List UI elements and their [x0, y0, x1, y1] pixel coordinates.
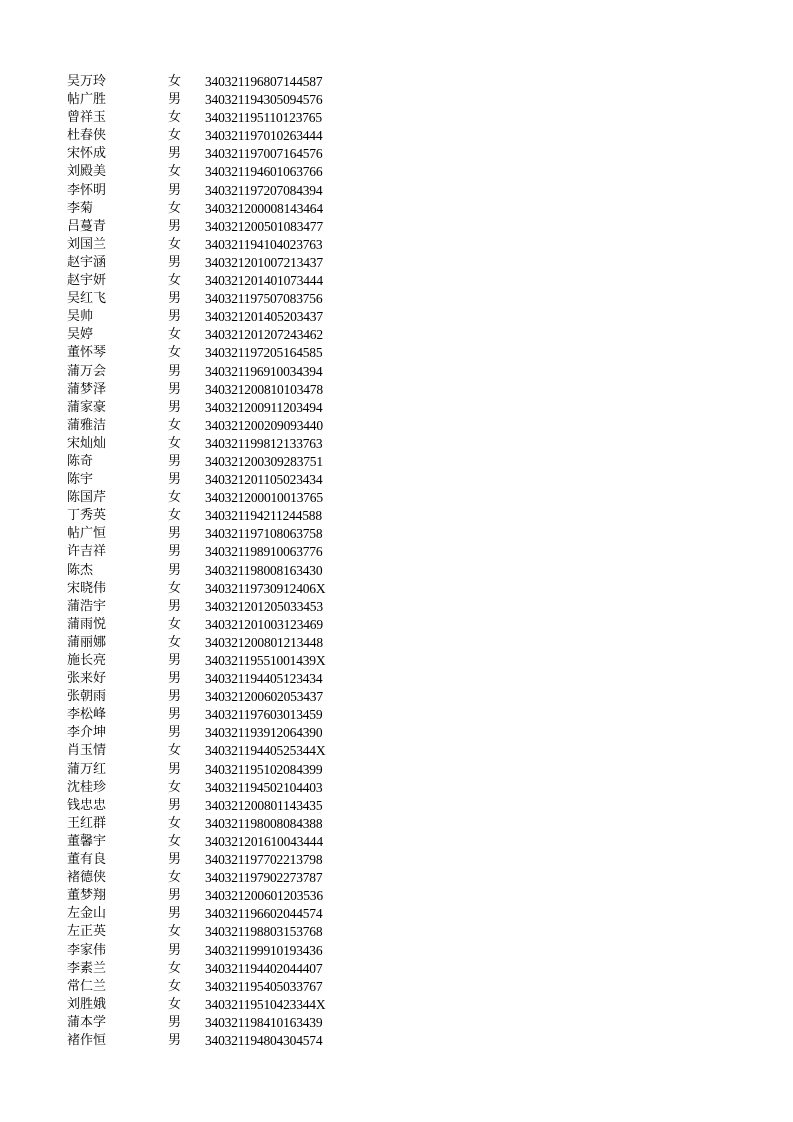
person-gender: 女	[168, 634, 182, 650]
person-gender: 女	[168, 345, 182, 361]
person-gender: 男	[168, 1014, 182, 1030]
person-gender: 男	[168, 797, 182, 813]
list-item	[67, 851, 325, 869]
person-name: 肖玉情	[67, 743, 107, 759]
person-gender: 女	[168, 327, 182, 343]
person-id-number: 340321197507083756	[205, 291, 323, 307]
person-gender: 男	[168, 689, 182, 705]
person-id-number: 340321194405123434	[205, 671, 323, 687]
person-id-number: 340321194104023763	[205, 236, 323, 252]
person-gender: 男	[168, 888, 182, 904]
person-id-number: 34032119551001439X	[205, 653, 326, 668]
person-gender: 男	[168, 472, 182, 488]
person-gender: 男	[168, 725, 182, 741]
person-name: 陈杰	[67, 562, 94, 578]
person-gender: 男	[168, 218, 182, 234]
person-id-number: 340321195405033767	[205, 978, 323, 994]
list-item	[67, 254, 325, 272]
person-id-number: 340321201007213437	[205, 254, 323, 270]
person-gender: 女	[168, 110, 182, 126]
person-name: 帖广胜	[67, 92, 107, 108]
list-item	[67, 942, 325, 960]
list-item	[67, 218, 325, 236]
list-item	[67, 200, 325, 218]
list-item	[67, 761, 325, 779]
list-item	[67, 381, 325, 399]
list-item	[67, 236, 325, 254]
person-name: 褚德侠	[67, 870, 107, 886]
person-id-number: 340321201205033453	[205, 598, 323, 614]
list-item	[67, 308, 325, 326]
person-gender: 男	[168, 671, 182, 687]
person-gender: 女	[168, 996, 182, 1012]
list-item	[67, 1014, 325, 1032]
list-item	[67, 489, 325, 507]
person-gender: 男	[168, 254, 182, 270]
person-name: 陈宇	[67, 472, 94, 488]
list-item	[67, 435, 325, 453]
person-id-number: 340321201610043444	[205, 833, 323, 849]
person-gender: 女	[168, 779, 182, 795]
list-item	[67, 598, 325, 616]
person-gender: 男	[168, 1032, 182, 1048]
list-item	[67, 996, 325, 1014]
person-gender: 男	[168, 942, 182, 958]
person-id-number: 340321195102084399	[205, 761, 323, 777]
person-name: 左金山	[67, 906, 107, 922]
person-id-number: 340321194804304574	[205, 1032, 323, 1048]
person-name: 宋灿灿	[67, 435, 107, 451]
person-name: 褚作恒	[67, 1032, 107, 1048]
person-name: 刘国兰	[67, 236, 107, 252]
person-id-number: 340321196910034394	[205, 363, 323, 379]
person-id-number: 340321200209093440	[205, 417, 323, 433]
person-id-number: 340321194402044407	[205, 960, 323, 976]
person-id-number: 340321200801213448	[205, 634, 323, 650]
person-id-number: 340321197205164585	[205, 345, 323, 361]
list-item	[67, 145, 325, 163]
list-item	[67, 344, 325, 362]
person-id-number: 340321201207243462	[205, 327, 323, 343]
person-id-number: 340321197603013459	[205, 707, 323, 723]
person-id-number: 340321200602053437	[205, 689, 323, 705]
person-name: 张朝雨	[67, 689, 107, 705]
person-name: 李介坤	[67, 725, 107, 741]
person-name: 董怀琴	[67, 345, 107, 361]
list-item	[67, 272, 325, 290]
list-item	[67, 543, 325, 561]
person-gender: 女	[168, 435, 182, 451]
list-item	[67, 525, 325, 543]
list-item	[67, 652, 325, 670]
person-gender: 女	[168, 417, 182, 433]
person-gender: 女	[168, 273, 182, 289]
person-name: 宋晓伟	[67, 580, 107, 596]
person-gender: 男	[168, 381, 182, 397]
person-id-number: 340321194211244588	[205, 508, 322, 524]
person-name: 钱忠忠	[67, 797, 107, 813]
person-gender: 男	[168, 707, 182, 723]
list-item	[67, 73, 325, 91]
person-name: 杜春侠	[67, 128, 107, 144]
person-id-number: 340321194601063766	[205, 164, 323, 180]
person-name: 蒲家豪	[67, 399, 107, 415]
list-item	[67, 724, 325, 742]
person-id-number: 340321200601203536	[205, 888, 323, 904]
person-id-number: 340321198803153768	[205, 924, 323, 940]
person-gender: 女	[168, 815, 182, 831]
person-gender: 男	[168, 852, 182, 868]
person-name: 李菊	[67, 200, 94, 216]
person-gender: 女	[168, 870, 182, 886]
person-name: 王红群	[67, 815, 107, 831]
person-name: 刘殿美	[67, 164, 107, 180]
person-name: 许吉祥	[67, 544, 107, 560]
list-item	[67, 742, 325, 760]
person-id-number: 340321194502104403	[205, 779, 323, 795]
person-name: 曾祥玉	[67, 110, 107, 126]
person-gender: 男	[168, 526, 182, 542]
list-item	[67, 507, 325, 525]
person-gender: 男	[168, 562, 182, 578]
person-name: 吴红飞	[67, 291, 107, 307]
list-item	[67, 91, 325, 109]
person-id-number: 340321193912064390	[205, 725, 323, 741]
person-gender: 男	[168, 598, 182, 614]
person-name: 蒲本学	[67, 1014, 107, 1030]
person-name: 吴帅	[67, 309, 94, 325]
person-gender: 男	[168, 146, 182, 162]
person-gender: 女	[168, 164, 182, 180]
person-id-number: 340321200309283751	[205, 453, 323, 469]
person-name: 蒲丽娜	[67, 634, 107, 650]
list-item	[67, 109, 325, 127]
person-gender: 女	[168, 978, 182, 994]
list-item	[67, 471, 325, 489]
list-item	[67, 182, 325, 200]
person-name: 吴婷	[67, 327, 94, 343]
list-item	[67, 887, 325, 905]
person-gender: 女	[168, 74, 182, 89]
person-name: 蒲浩宇	[67, 598, 107, 614]
person-gender: 女	[168, 128, 182, 144]
person-gender: 男	[168, 544, 182, 560]
list-item	[67, 1032, 325, 1050]
person-gender: 男	[168, 309, 182, 325]
person-gender: 男	[168, 182, 182, 198]
list-item	[67, 706, 325, 724]
person-name: 陈国芹	[67, 490, 107, 506]
person-id-number: 340321201105023434	[205, 472, 323, 488]
person-name: 宋怀成	[67, 146, 107, 162]
person-id-number: 340321197902273787	[205, 870, 323, 886]
list-item	[67, 580, 325, 598]
person-id-number: 340321200010013765	[205, 490, 323, 506]
person-name: 蒲雨悦	[67, 616, 107, 632]
person-id-number: 340321195110123765	[205, 110, 322, 126]
list-item	[67, 779, 325, 797]
person-name: 刘胜娥	[67, 996, 107, 1012]
list-item	[67, 815, 325, 833]
person-name: 蒲梦泽	[67, 381, 107, 397]
person-id-number: 340321201003123469	[205, 616, 323, 632]
list-item	[67, 869, 325, 887]
list-item	[67, 326, 325, 344]
person-id-number: 340321198008163430	[205, 562, 323, 578]
person-id-number: 34032119440525344X	[205, 743, 326, 759]
person-name: 左正英	[67, 924, 107, 940]
person-id-number: 340321194305094576	[205, 92, 323, 108]
person-name: 李怀明	[67, 182, 107, 198]
person-name: 蒲雅洁	[67, 417, 107, 433]
person-gender: 男	[168, 906, 182, 922]
person-gender: 男	[168, 399, 182, 415]
person-id-number: 340321197108063758	[205, 526, 323, 542]
person-name: 董馨宇	[67, 833, 107, 849]
list-item	[67, 634, 325, 652]
person-id-number: 340321200008143464	[205, 200, 323, 216]
list-item	[67, 562, 325, 580]
person-name: 常仁兰	[67, 978, 107, 994]
list-item	[67, 797, 325, 815]
person-name: 丁秀英	[67, 508, 107, 524]
list-item	[67, 923, 325, 941]
list-item	[67, 127, 325, 145]
person-gender: 男	[168, 291, 182, 307]
person-name: 帖广恒	[67, 526, 107, 542]
person-gender: 男	[168, 761, 182, 777]
person-id-number: 34032119730912406X	[205, 580, 326, 596]
list-item	[67, 363, 325, 381]
person-name: 吕蔓青	[67, 218, 107, 234]
person-gender: 女	[168, 924, 182, 940]
person-gender: 女	[168, 960, 182, 976]
person-id-number: 340321196807144587	[205, 74, 323, 89]
person-gender: 男	[168, 653, 182, 668]
person-id-number: 340321201401073444	[205, 273, 323, 289]
person-id-number: 340321201405203437	[205, 309, 323, 325]
person-id-number: 340321197010263444	[205, 128, 323, 144]
list-item	[67, 290, 325, 308]
person-gender: 女	[168, 200, 182, 216]
person-id-number: 340321196602044574	[205, 906, 323, 922]
person-id-number: 340321199910193436	[205, 942, 323, 958]
list-item	[67, 399, 325, 417]
person-name: 施长亮	[67, 653, 107, 668]
list-item	[67, 670, 325, 688]
list-item	[67, 163, 325, 181]
person-id-number: 34032119510423344X	[205, 996, 326, 1012]
person-gender: 男	[168, 453, 182, 469]
person-gender: 女	[168, 616, 182, 632]
person-id-number: 340321198008084388	[205, 815, 323, 831]
person-name: 沈桂珍	[67, 779, 107, 795]
list-item	[67, 417, 325, 435]
person-name: 张来好	[67, 671, 107, 687]
list-item	[67, 960, 325, 978]
list-item	[67, 453, 325, 471]
person-id-number: 340321198410163439	[205, 1014, 323, 1030]
person-gender: 男	[168, 363, 182, 379]
person-id-number: 340321197207084394	[205, 182, 323, 198]
person-id-number: 340321199812133763	[205, 435, 323, 451]
person-name: 李素兰	[67, 960, 107, 976]
list-item	[67, 978, 325, 996]
person-gender: 女	[168, 580, 182, 596]
person-list	[67, 73, 325, 1050]
person-name: 李松峰	[67, 707, 107, 723]
list-item	[67, 688, 325, 706]
person-id-number: 340321200501083477	[205, 218, 323, 234]
list-item	[67, 905, 325, 923]
list-item	[67, 616, 325, 634]
person-name: 董梦翔	[67, 888, 107, 904]
person-id-number: 340321197007164576	[205, 146, 323, 162]
person-name: 赵宇妍	[67, 273, 107, 289]
person-id-number: 340321200801143435	[205, 797, 323, 813]
person-name: 蒲万会	[67, 363, 107, 379]
person-gender: 男	[168, 92, 182, 108]
person-gender: 女	[168, 833, 182, 849]
person-gender: 女	[168, 508, 182, 524]
person-id-number: 340321200911203494	[205, 399, 323, 415]
person-id-number: 340321197702213798	[205, 852, 323, 868]
person-gender: 女	[168, 236, 182, 252]
person-name: 李家伟	[67, 942, 107, 958]
person-name: 陈奇	[67, 453, 94, 469]
person-name: 董有良	[67, 852, 107, 868]
person-name: 吴万玲	[67, 74, 107, 89]
person-gender: 女	[168, 743, 182, 759]
list-item	[67, 833, 325, 851]
person-id-number: 340321200810103478	[205, 381, 323, 397]
person-name: 蒲万红	[67, 761, 107, 777]
person-id-number: 340321198910063776	[205, 544, 323, 560]
person-gender: 女	[168, 490, 182, 506]
person-name: 赵宇涵	[67, 254, 107, 270]
